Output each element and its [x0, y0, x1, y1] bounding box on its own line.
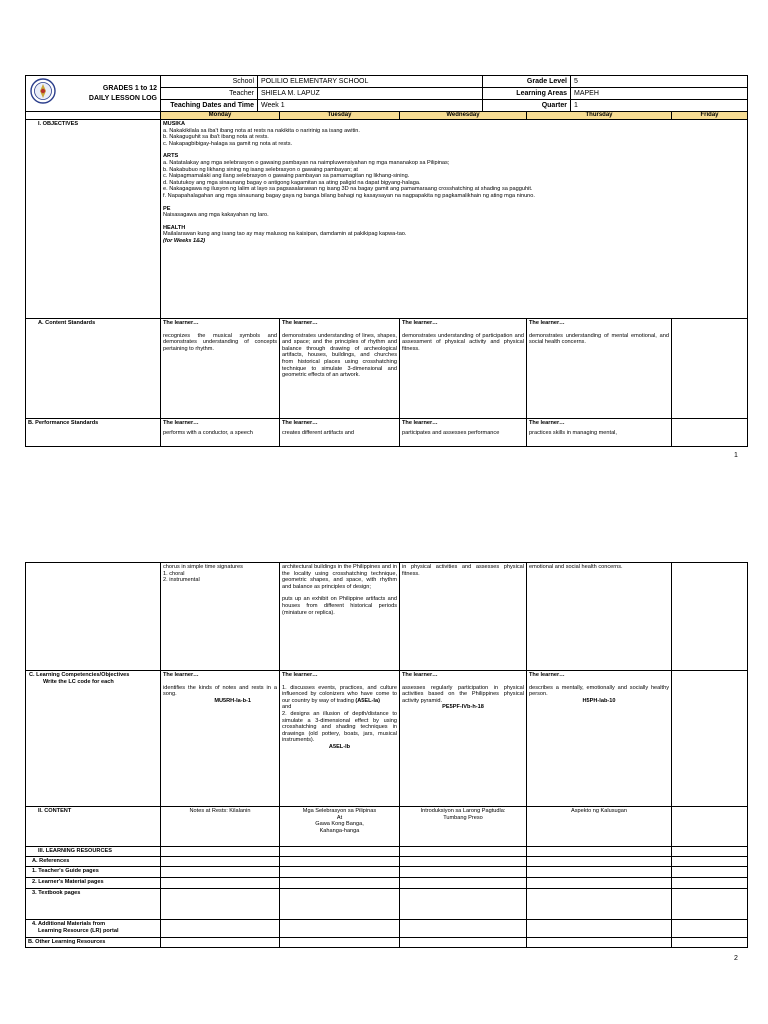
quarter-value: 1: [571, 100, 748, 112]
arts-c: c. Naipagmamalaki ang ilang selebrasyon o gawaing pambayan sa pamamagitan ng likhang-sining.: [163, 173, 410, 180]
health-objective: Mailalarawan kung ang isang tao ay may malusog na kaisipan, damdamin at pakikipag kapwa-tao.: [163, 231, 407, 238]
ps-tuesday-p2: [280, 563, 400, 671]
deped-seal-icon: [30, 78, 56, 104]
ps-monday-text-1: performs with a conductor, a speech: [163, 429, 253, 436]
dll-main-table-page1: [25, 111, 748, 447]
content-wednesday-2: Tumbang Preso: [443, 814, 483, 821]
lc-tuesday-text-1: [282, 685, 397, 705]
content-standards-monday: [161, 319, 280, 419]
health-title: HEALTH: [163, 224, 186, 231]
page-2: [0, 470, 768, 1024]
ps-friday-p2: [672, 563, 748, 671]
lc-tuesday-code-2: A5EL-Ib: [328, 743, 351, 750]
other-resources-label: B. Other Learning Resources: [26, 938, 161, 948]
page-1: [0, 0, 768, 470]
arts-f: f. Napapahalagahan ang mga sinaunang bagay gaya ng banga bilang bahagi ng kasaysayan na nagpapakita ng pagkamalikhain ng ating mga ninuno.: [163, 192, 535, 199]
arts-a: a. Natatalakay ang mga selebrasyon o gawaing pambayan na naimpluwensiyahan ng mga mananakop sa Pilipinas;: [163, 159, 450, 166]
performance-standards-label: B. Performance Standards: [26, 419, 161, 447]
day-wednesday: Wednesday: [400, 112, 527, 120]
ps-monday-p2: [161, 563, 280, 671]
additional-materials-cell: [26, 920, 161, 938]
grade-level-value: 5: [571, 76, 748, 88]
learning-areas-label: Learning Areas: [483, 88, 571, 100]
page-number-2: 2: [734, 955, 738, 962]
ps-wednesday-p1: [400, 419, 527, 447]
learner-label: The learner…: [163, 320, 199, 326]
learner-label: The learner…: [163, 420, 199, 426]
content-monday: Notes at Rests: Kilalanin: [161, 807, 280, 847]
ps-tuesday-p1: [280, 419, 400, 447]
dll-title: DAILY LESSON LOG: [88, 94, 157, 102]
lc-code-instruction: Write the LC code for each: [43, 678, 114, 685]
ps-monday-p1: [161, 419, 280, 447]
weeks-note: (for Weeks 1&2): [163, 237, 206, 244]
musika-c: c. Nakapagbibigay-halaga sa gamit ng nota at rests.: [163, 140, 293, 147]
dll-header-table: [25, 75, 748, 112]
grade-level-label: Grade Level: [483, 76, 571, 88]
learner-label: The learner…: [402, 420, 438, 426]
ps-monday-choral: 1. choral: [163, 570, 185, 577]
content-tuesday-3: Gawa Kong Banga,: [315, 821, 364, 828]
pe-objective: Naisasagawa ang mga kakayahan ng laro.: [163, 212, 269, 219]
cs-wednesday-text: demonstrates understanding of participation and assessment of physical activity and physical fitness.: [402, 332, 524, 352]
lc-tuesday-and: and: [282, 704, 292, 711]
learner-label: The learner…: [282, 320, 318, 326]
musika-a: a. Nakakikilala sa iba't ibang nota at rests na nakikita o naririnig sa isang awitin.: [163, 127, 360, 134]
grades-label: GRADES 1 to 12: [102, 84, 157, 92]
learner-label: The learner…: [282, 420, 318, 426]
learner-label: The learner…: [163, 672, 199, 678]
ps-tuesday-text-3: puts up an exhibit on Philippine artifacts and houses from different historical periods (miniature or replica).: [282, 596, 397, 616]
ps-thursday-p1: [527, 419, 672, 447]
ps-monday-instrumental: 2. instrumental: [163, 577, 200, 584]
cs-thursday-text: demonstrates understanding of mental emotional, and social health concerns.: [529, 332, 669, 346]
ps-label-continued: [26, 563, 161, 671]
lc-thursday-text: describes a mentally, emotionally and socially healthy person.: [529, 684, 669, 698]
learner-label: The learner…: [529, 672, 565, 678]
content-tuesday-1: Mga Selebrasyon sa Pilipinas: [302, 808, 377, 814]
learner-label: The learner…: [529, 420, 565, 426]
ps-friday-p1: [672, 419, 748, 447]
lc-friday: [672, 671, 748, 807]
dates-label: Teaching Dates and Time: [161, 100, 258, 112]
lc-tuesday-text-1-body: 1. discusses events, practices, and culture influenced by colonizers who have come to our country by way of trading: [282, 684, 397, 704]
ps-thursday-p2: [527, 563, 672, 671]
teachers-guide-label: 1. Teacher's Guide pages: [26, 867, 161, 878]
arts-e: e. Nakagagawa ng ilusyon ng lalim at layo sa pagsasalarawan ng isang 3D na bagay gamit ang pamamaraang crosshatching at shading sa pagguhit.: [163, 186, 533, 193]
lc-thursday-code: H5PH-Iab-10: [582, 697, 616, 704]
school-value: POLILIO ELEMENTARY SCHOOL: [258, 76, 483, 88]
content-standards-label: A. Content Standards: [26, 319, 161, 419]
day-tuesday: Tuesday: [280, 112, 400, 120]
ps-thursday-text-2: emotional and social health concerns.: [529, 564, 623, 570]
arts-d: d. Natutukoy ang mga sinaunang bagay o antigong kagamitan sa ating paligid na dapat bigyang-halaga.: [163, 179, 421, 186]
learner-label: The learner…: [402, 672, 438, 678]
learners-material-label: 2. Learner's Material pages: [26, 878, 161, 889]
cs-monday-text: recognizes the musical symbols and demonstrates understanding of concepts pertaining to rhythm.: [163, 332, 277, 352]
day-monday: Monday: [161, 112, 280, 120]
pe-title: PE: [163, 205, 171, 212]
content-wednesday: [400, 807, 527, 847]
teacher-value: SHIELA M. LAPUZ: [258, 88, 483, 100]
competencies-label: C. Learning Competencies/Objectives: [29, 672, 130, 678]
textbook-pages-label: 3. Textbook pages: [26, 889, 161, 920]
learner-label: The learner…: [282, 672, 318, 678]
content-thursday: Aspekto ng Kalusugan: [527, 807, 672, 847]
school-label: School: [161, 76, 258, 88]
ps-thursday-text-1: practices skills in managing mental,: [529, 429, 617, 436]
musika-b: b. Nakaguguhit sa iba't ibang nota at rests.: [163, 134, 269, 141]
deped-logo-cell: [26, 76, 161, 112]
content-standards-friday: [672, 319, 748, 419]
learner-label: The learner…: [402, 320, 438, 326]
content-friday: [672, 807, 748, 847]
musika-title: MUSIKA: [163, 121, 186, 127]
content-standards-wednesday: [400, 319, 527, 419]
lc-monday: [161, 671, 280, 807]
competencies-label-cell: [26, 671, 161, 807]
learning-resources-label: III. LEARNING RESOURCES: [26, 847, 161, 857]
additional-materials-label-1: 4. Additional Materials from: [32, 921, 106, 927]
cs-tuesday-text: demonstrates understanding of lines, shapes, and space; and the principles of rhythm and balance through drawing of archeological artifacts, houses, buildings, and churches from historical places using crosshatching technique to simulate 3-dimensional and geometric effects of an artwork.: [282, 332, 397, 379]
arts-b: b. Nakabubuo ng likhang sining ng isang selebrasyon o gawaing pambayan; at: [163, 166, 358, 173]
ps-wednesday-text-1: participates and assesses performance: [402, 429, 500, 436]
lc-wednesday-text: assesses regularly participation in physical activities based on the Philippines physical activity pyramid.: [402, 684, 524, 704]
lc-tuesday-code-1: (A5EL-Ia): [355, 697, 380, 704]
teacher-label: Teacher: [161, 88, 258, 100]
lc-monday-code: MU5RH-Ia-b-1: [214, 697, 251, 704]
dll-main-table-page2: [25, 562, 748, 948]
ps-wednesday-p2: [400, 563, 527, 671]
content-standards-thursday: [527, 319, 672, 419]
ps-tuesday-text-1: creates different artifacts and: [282, 429, 355, 436]
learning-areas-value: MAPEH: [571, 88, 748, 100]
content-label: II. CONTENT: [26, 807, 161, 847]
content-standards-tuesday: [280, 319, 400, 419]
lc-wednesday-code: PE5PF-IVb-h-18: [442, 704, 484, 711]
lc-thursday: [527, 671, 672, 807]
lc-monday-text: identifies the kinds of notes and rests in a song.: [163, 684, 277, 698]
day-friday: Friday: [672, 112, 748, 120]
ps-tuesday-text-2: architectural buildings in the Philippines and in the locality using crosshatching technique, geometric shapes, and space, with rhythm and balance as principles of design;: [282, 564, 397, 590]
ps-monday-text-2: chorus in simple time signatures: [163, 564, 243, 570]
additional-materials-label-2: Learning Resource (LR) portal: [38, 927, 119, 934]
learner-label: The learner…: [529, 320, 565, 326]
content-tuesday: [280, 807, 400, 847]
page-number-1: 1: [734, 452, 738, 459]
content-wednesday-1: Introduksiyon sa Larong Pagtudla:: [420, 808, 506, 814]
dates-value: Week 1: [258, 100, 483, 112]
objectives-label: I. OBJECTIVES: [26, 120, 161, 319]
lc-wednesday: [400, 671, 527, 807]
content-tuesday-4: Kahanga-hanga: [319, 827, 360, 834]
objectives-content: [161, 120, 748, 319]
lc-tuesday-text-2: 2. designs an illusion of depth/distance to simulate a 3-dimensional effect by using crosshatching and shading techniques in drawings (old pottery, boats, jars, musical instruments).: [282, 710, 397, 744]
quarter-label: Quarter: [483, 100, 571, 112]
day-thursday: Thursday: [527, 112, 672, 120]
arts-title: ARTS: [163, 153, 179, 160]
references-label: A. References: [26, 857, 161, 867]
ps-wednesday-text-2: in physical activities and assesses physical fitness.: [402, 564, 524, 577]
content-tuesday-2: At: [336, 814, 343, 821]
lc-tuesday: [280, 671, 400, 807]
